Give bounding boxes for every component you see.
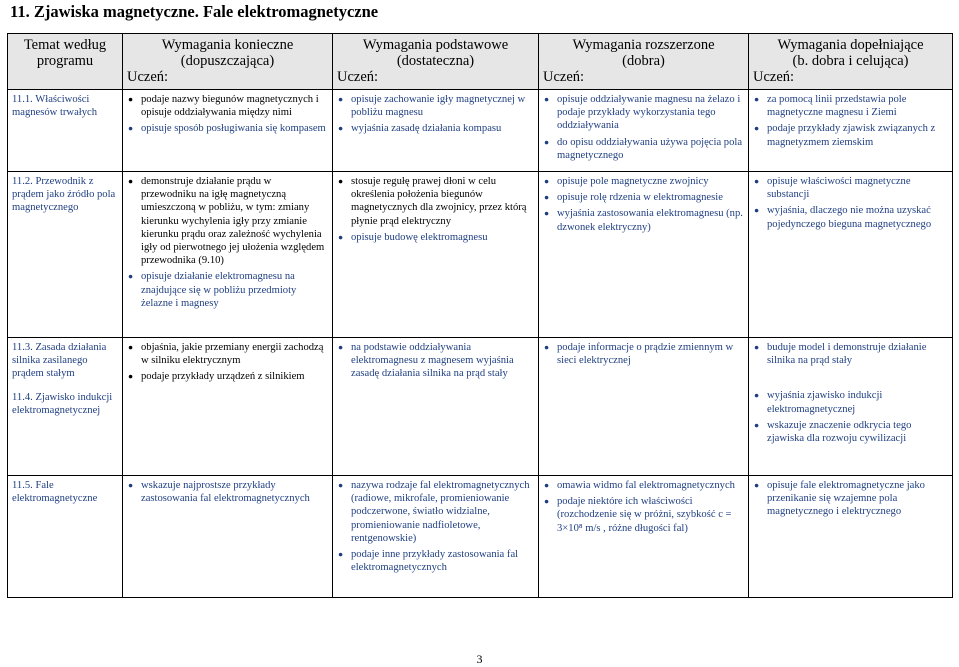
list-item: ● wyjaśnia zjawisko indukcji elektromagnetycznej	[753, 389, 948, 415]
topic-cell	[8, 90, 123, 172]
list-item: ● podaje niektóre ich właściwości (rozchodzenie się w próżni, szybkość c = 3×10⁸ m/s , różne długości fal)	[543, 495, 744, 535]
header-title: Wymagania konieczne	[161, 37, 294, 53]
requirement-cell	[333, 338, 539, 476]
header-konieczne	[123, 34, 333, 90]
requirement-cell	[539, 90, 749, 172]
header-sub: (b. dobra i celująca)	[792, 53, 909, 69]
requirement-cell	[333, 476, 539, 598]
list-item: ● opisuje sposób posługiwania się kompasem	[127, 122, 328, 135]
requirement-cell	[123, 338, 333, 476]
table-row	[8, 476, 953, 598]
list-item: ● opisuje fale elektromagnetyczne jako przenikanie się wzajemne pola magnetycznego i elektrycznego	[753, 479, 948, 519]
header-uczen: Uczeń:	[337, 69, 379, 85]
header-uczen: Uczeń:	[543, 69, 585, 85]
list-item: ● opisuje pole magnetyczne zwojnicy	[543, 175, 744, 188]
table-row	[8, 90, 953, 172]
topic-label: 11.2. Przewodnik z prądem jako źródło pola magnetycznego	[12, 176, 116, 214]
list-item: ● opisuje budowę elektromagnesu	[337, 231, 534, 244]
list-item: ● wskazuje znaczenie odkrycia tego zjawiska dla rozwoju cywilizacji	[753, 419, 948, 445]
requirement-cell	[539, 338, 749, 476]
requirement-cell	[539, 172, 749, 338]
header-uczen: Uczeń:	[753, 69, 795, 85]
topic-label: 11.4. Zjawisko indukcji elektromagnetycznej	[12, 391, 113, 416]
header-topic-title: Temat według programu	[23, 37, 107, 69]
requirement-cell	[749, 476, 953, 598]
requirement-cell	[749, 172, 953, 338]
topic-cell	[8, 476, 123, 598]
topic-cell	[8, 338, 123, 476]
topic-label: 11.3. Zasada działania silnika zasilanego prądem stałym	[12, 342, 107, 380]
list-item: ● wyjaśnia, dlaczego nie można uzyskać pojedynczego bieguna magnetycznego	[753, 204, 948, 230]
list-item: ● za pomocą linii przedstawia pole magnetyczne magnesu i Ziemi	[753, 93, 948, 119]
list-item: ● opisuje rolę rdzenia w elektromagnesie	[543, 191, 744, 204]
list-item: ● buduje model i demonstruje działanie silnika na prąd stały	[753, 341, 948, 367]
header-podstawowe	[333, 34, 539, 90]
list-item: ● wskazuje najprostsze przykłady zastosowania fal elektromagnetycznych	[127, 479, 328, 505]
requirement-cell	[123, 172, 333, 338]
header-uczen: Uczeń:	[127, 69, 169, 85]
list-item: ● podaje przykłady urządzeń z silnikiem	[127, 370, 328, 383]
topic-label: 11.5. Fale elektromagnetyczne	[12, 480, 98, 505]
list-item: ● podaje przykłady zjawisk związanych z magnetyzmem ziemskim	[753, 122, 948, 148]
header-sub: (dopuszczająca)	[180, 53, 275, 69]
header-title: Wymagania podstawowe	[362, 37, 509, 53]
page-title: 11. Zjawiska magnetyczne. Fale elektromagnetyczne	[10, 2, 379, 21]
requirement-cell	[333, 172, 539, 338]
header-title: Wymagania rozszerzone	[572, 37, 715, 53]
list-item: ● podaje inne przykłady zastosowania fal elektromagnetycznych	[337, 548, 534, 574]
list-item: ● opisuje zachowanie igły magnetycznej w pobliżu magnesu	[337, 93, 534, 119]
list-item: ● objaśnia, jakie przemiany energii zachodzą w silniku elektrycznym	[127, 341, 328, 367]
header-title: Wymagania dopełniające	[777, 37, 924, 53]
list-item: ● nazywa rodzaje fal elektromagnetycznych (radiowe, mikrofale, promieniowanie podczerwone, światło widzialne, promieniowanie nadfioletowe, rentgenowskie)	[337, 479, 534, 545]
requirement-cell	[539, 476, 749, 598]
requirement-cell	[749, 90, 953, 172]
list-item: ● opisuje działanie elektromagnesu na znajdujące się w pobliżu przedmioty żelazne i magnesy	[127, 270, 328, 310]
header-rozszerzone	[539, 34, 749, 90]
list-item: ● opisuje właściwości magnetyczne substancji	[753, 175, 948, 201]
list-item: ● do opisu oddziaływania używa pojęcia pola magnetycznego	[543, 136, 744, 162]
list-item: ● podaje nazwy biegunów magnetycznych i opisuje oddziaływania między nimi	[127, 93, 328, 119]
header-sub: (dobra)	[622, 53, 665, 69]
table-row	[8, 338, 953, 476]
requirement-cell	[749, 338, 953, 476]
topic-label: 11.1. Właściwości magnesów trwałych	[12, 94, 98, 119]
list-item: ● omawia widmo fal elektromagnetycznych	[543, 479, 744, 492]
list-item: ● demonstruje działanie prądu w przewodniku na igłę magnetyczną umieszczoną w pobliżu, w tym: zmiany kierunku wychylenia igły przy zmianie kierunku prądu oraz zależność wychylenia igły od pierwotnego jej ułożenia względem przewodnika (9.10)	[127, 175, 328, 267]
page-number: 3	[476, 652, 483, 666]
table-row	[8, 172, 953, 338]
requirements-table	[7, 33, 953, 598]
requirement-cell	[123, 90, 333, 172]
requirement-cell	[333, 90, 539, 172]
header-row	[8, 34, 953, 90]
topic-cell	[8, 172, 123, 338]
requirement-cell	[123, 476, 333, 598]
header-sub: (dostateczna)	[396, 53, 475, 69]
header-dopelniajace	[749, 34, 953, 90]
list-item: ● wyjaśnia zastosowania elektromagnesu (np. dzwonek elektryczny)	[543, 207, 744, 233]
list-item: ● opisuje oddziaływanie magnesu na żelazo i podaje przykłady wykorzystania tego oddziaływania	[543, 93, 744, 133]
list-item: ● na podstawie oddziaływania elektromagnesu z magnesem wyjaśnia zasadę działania silnika na prąd stały	[337, 341, 534, 381]
list-item: ● wyjaśnia zasadę działania kompasu	[337, 122, 534, 135]
list-item: ● podaje informacje o prądzie zmiennym w sieci elektrycznej	[543, 341, 744, 367]
header-topic	[8, 34, 123, 90]
list-item: ● stosuje regułę prawej dłoni w celu określenia położenia biegunów magnetycznych dla zwojnicy, przez którą płynie prąd elektryczny	[337, 175, 534, 228]
